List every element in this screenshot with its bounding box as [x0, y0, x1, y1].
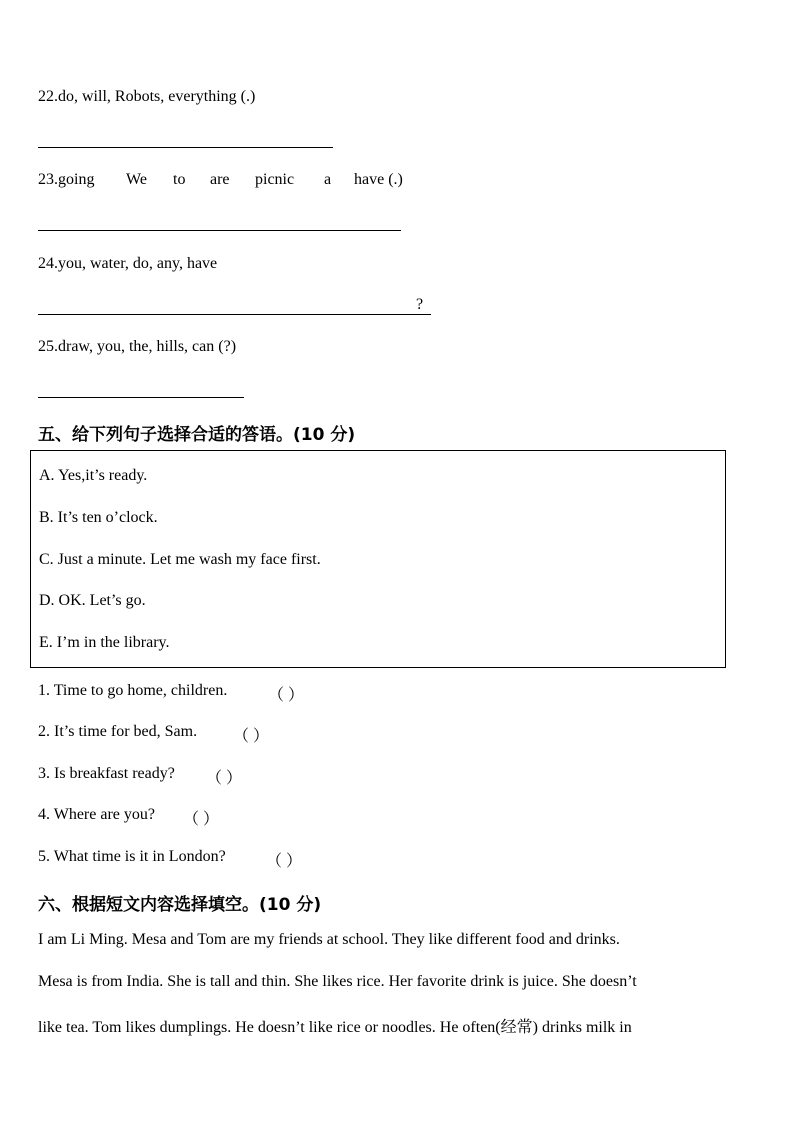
option-c: C. Just a minute. Let me wash my face first.: [39, 551, 321, 568]
question-text: 4. Where are you?: [38, 806, 155, 823]
word: 23.going: [38, 171, 95, 188]
section-5-heading: 五、给下列句子选择合适的答语。(10 分): [38, 425, 356, 445]
option-a: A. Yes,it’s ready.: [39, 467, 148, 484]
option-d: D. OK. Let’s go.: [39, 592, 146, 609]
word: to: [173, 171, 186, 188]
word: have (.): [354, 171, 403, 188]
options-box: [30, 450, 726, 668]
answer-blank-2[interactable]: （ ）: [233, 728, 270, 745]
question-text: 3. Is breakfast ready?: [38, 765, 175, 782]
word: picnic: [255, 171, 295, 188]
answer-line-23[interactable]: [38, 230, 401, 231]
word: are: [210, 171, 230, 188]
passage-line-3: like tea. Tom likes dumplings. He doesn’t like rice or noodles. He often(经常) drinks milk in: [38, 1019, 632, 1036]
answer-blank-5[interactable]: （ ）: [266, 853, 303, 870]
match-question-1: [38, 682, 227, 700]
match-question-4: [38, 806, 155, 824]
answer-blank-1[interactable]: （ ）: [268, 687, 305, 704]
option-e: E. I’m in the library.: [39, 634, 170, 651]
match-question-2: [38, 723, 197, 741]
question-22: 22.do, will, Robots, everything (.): [38, 88, 256, 105]
passage-line-2: Mesa is from India. She is tall and thin. She likes rice. Her favorite drink is juice. She doesn’t: [38, 973, 637, 990]
answer-blank-3[interactable]: （ ）: [206, 770, 243, 787]
section-6-heading: 六、根据短文内容选择填空。(10 分): [38, 895, 322, 915]
question-text: 2. It’s time for bed, Sam.: [38, 723, 198, 740]
word: We: [126, 171, 147, 188]
question-24: 24.you, water, do, any, have: [38, 255, 218, 272]
answer-line-25[interactable]: [38, 397, 244, 398]
passage-line-1: I am Li Ming. Mesa and Tom are my friends at school. They like different food and drinks.: [38, 931, 620, 948]
option-b: B. It’s ten o’clock.: [39, 509, 158, 526]
question-text: 1. Time to go home, children.: [38, 682, 228, 699]
question-mark: ?: [416, 296, 424, 313]
answer-line-24[interactable]: [38, 314, 431, 315]
answer-blank-4[interactable]: （ ）: [183, 811, 220, 828]
word: a: [324, 171, 332, 188]
match-question-3: [38, 765, 175, 783]
answer-line-22[interactable]: [38, 147, 333, 148]
match-question-5: [38, 848, 226, 866]
question-25: 25.draw, you, the, hills, can (?): [38, 338, 237, 355]
question-text: 5. What time is it in London?: [38, 848, 226, 865]
